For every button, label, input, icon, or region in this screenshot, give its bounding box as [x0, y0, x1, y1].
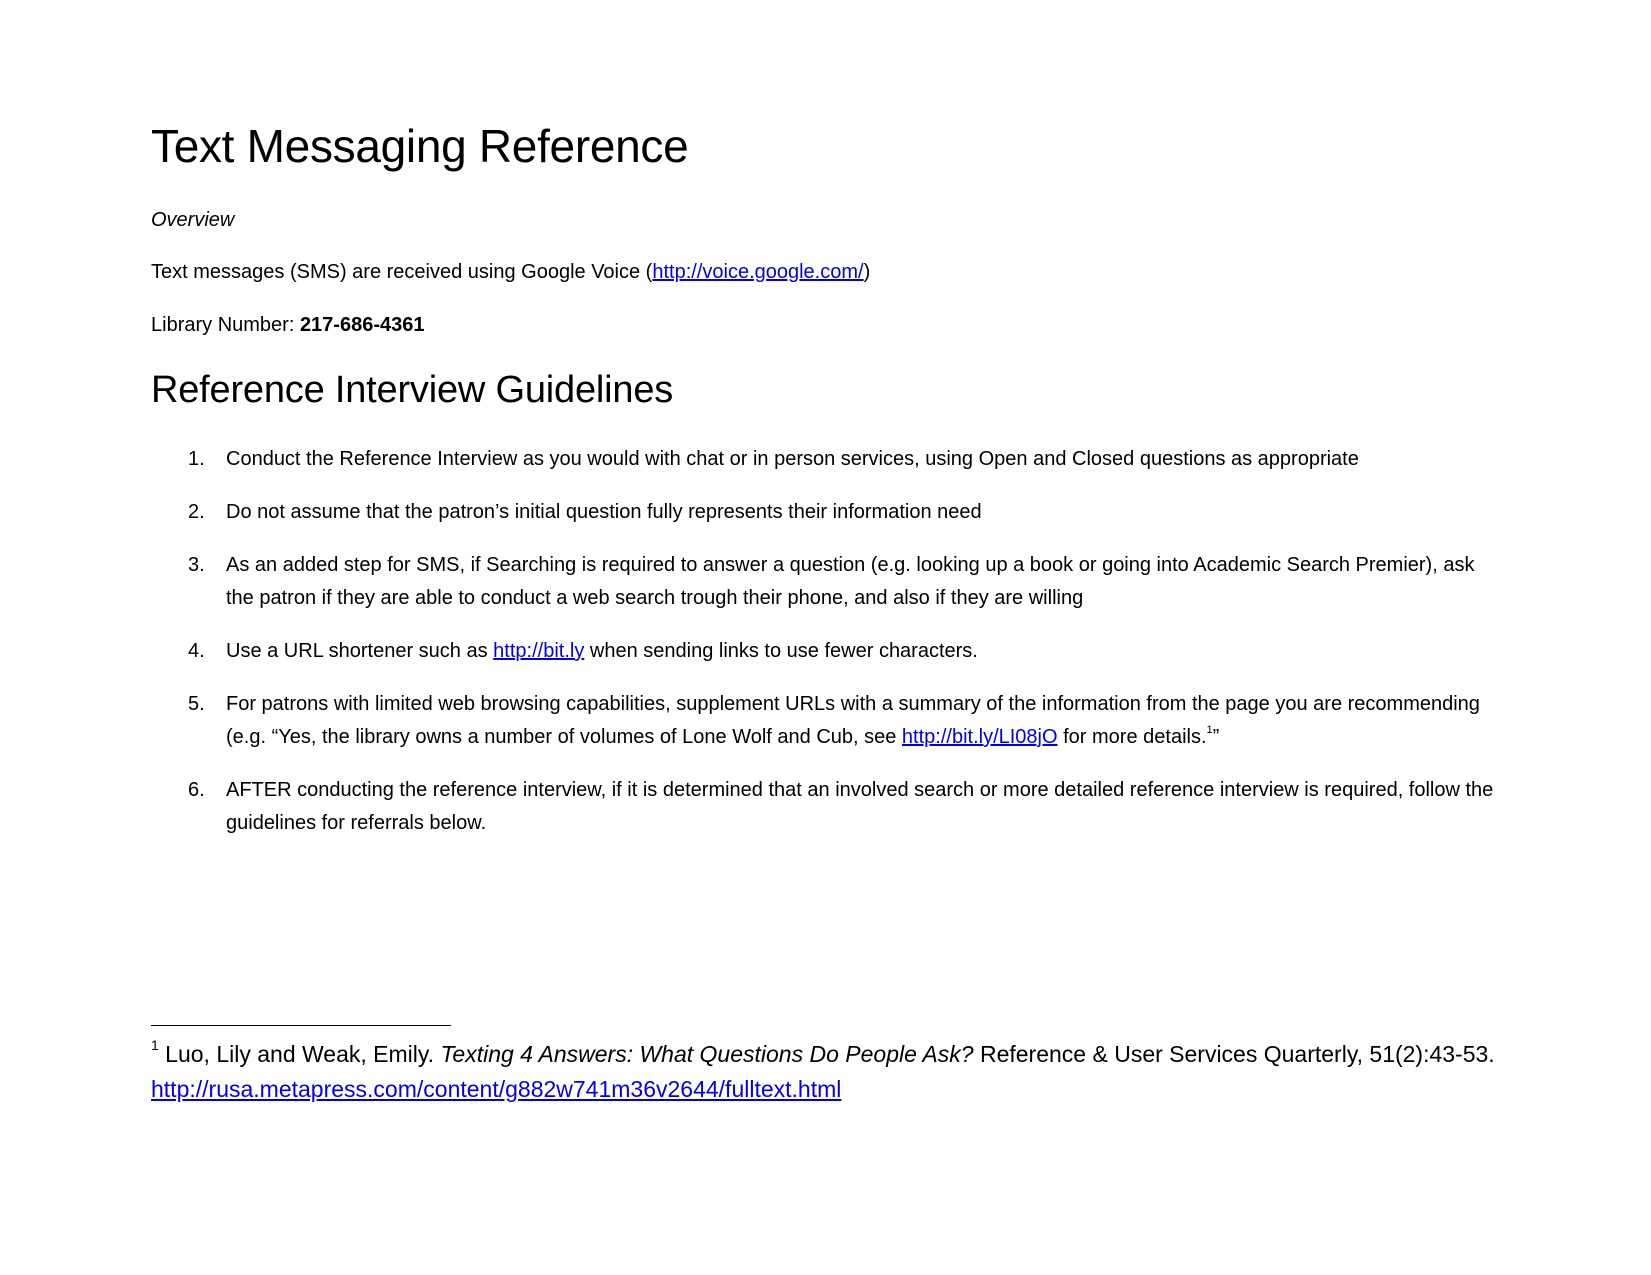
guideline-item-1 — [151, 443, 1501, 476]
guideline-number: 5. — [188, 693, 205, 715]
guidelines-heading: Reference Interview Guidelines — [151, 369, 674, 411]
library-number-line — [151, 312, 425, 338]
guideline-number: 2. — [188, 501, 205, 523]
footnote-reference[interactable]: 1 — [1206, 724, 1213, 736]
guideline-item-6 — [151, 774, 1501, 840]
guideline-number: 1. — [188, 448, 205, 470]
footnote-url-link[interactable]: http://rusa.metapress.com/content/g882w741m36v2644/fulltext.html — [151, 1076, 842, 1102]
footnote-authors: Luo, Lily and Weak, Emily. — [158, 1041, 441, 1067]
footnote-work-title: Texting 4 Answers: What Questions Do People Ask? — [440, 1041, 974, 1067]
guideline-text-suffix: when sending links to use fewer characters. — [584, 640, 978, 662]
guideline-text: AFTER conducting the reference interview, if it is determined that an involved search or more detailed reference interview is required, follow the guidelines for referrals below. — [226, 779, 1494, 834]
sms-line-prefix: Text messages (SMS) are received using Google Voice ( — [151, 261, 653, 283]
guideline-text-prefix: Use a URL shortener such as — [226, 640, 494, 662]
guideline-number: 6. — [188, 779, 205, 801]
footnote-marker: 1 — [151, 1037, 159, 1053]
footnote-separator — [151, 1025, 451, 1026]
footnote — [151, 1037, 1551, 1107]
footnote-source: Reference & User Services Quarterly, 51(2):43-53. — [973, 1041, 1495, 1067]
guideline-text: Conduct the Reference Interview as you would with chat or in person services, using Open and Closed questions as appropriate — [226, 448, 1359, 470]
lone-wolf-link[interactable]: http://bit.ly/LI08jO — [901, 726, 1058, 748]
guideline-item-3 — [151, 549, 1501, 615]
library-number-value: 217-686-4361 — [299, 314, 425, 336]
guideline-text: Do not assume that the patron’s initial question fully represents their information need — [226, 501, 982, 523]
google-voice-link[interactable]: http://voice.google.com/ — [652, 261, 864, 283]
overview-label: Overview — [151, 209, 235, 231]
library-number-label: Library Number: — [151, 314, 300, 336]
page-title: Text Messaging Reference — [151, 120, 689, 172]
guideline-text-prefix: For patrons with limited web browsing capabilities, supplement URLs with a summary of the information from the page you are recommending (e.g. “Yes, the library owns a number of volumes of Lone Wolf and Cub, see — [226, 693, 1480, 748]
sms-line — [151, 259, 870, 285]
guideline-text-suffix: for more details. — [1057, 726, 1207, 748]
guideline-item-5 — [151, 688, 1501, 754]
guideline-item-2 — [151, 496, 1501, 529]
bitly-link[interactable]: http://bit.ly — [493, 640, 585, 662]
guideline-item-4 — [151, 635, 1501, 668]
guideline-number: 3. — [188, 554, 205, 576]
guideline-number: 4. — [188, 640, 205, 662]
closing-quote: ” — [1212, 726, 1220, 748]
guidelines-list — [151, 443, 1501, 860]
guideline-text: As an added step for SMS, if Searching is required to answer a question (e.g. looking up a book or going into Academic Search Premier), ask the patron if they are able to conduct a web search trough their phone, and also if they are willing — [226, 554, 1475, 609]
sms-line-suffix: ) — [863, 261, 871, 283]
